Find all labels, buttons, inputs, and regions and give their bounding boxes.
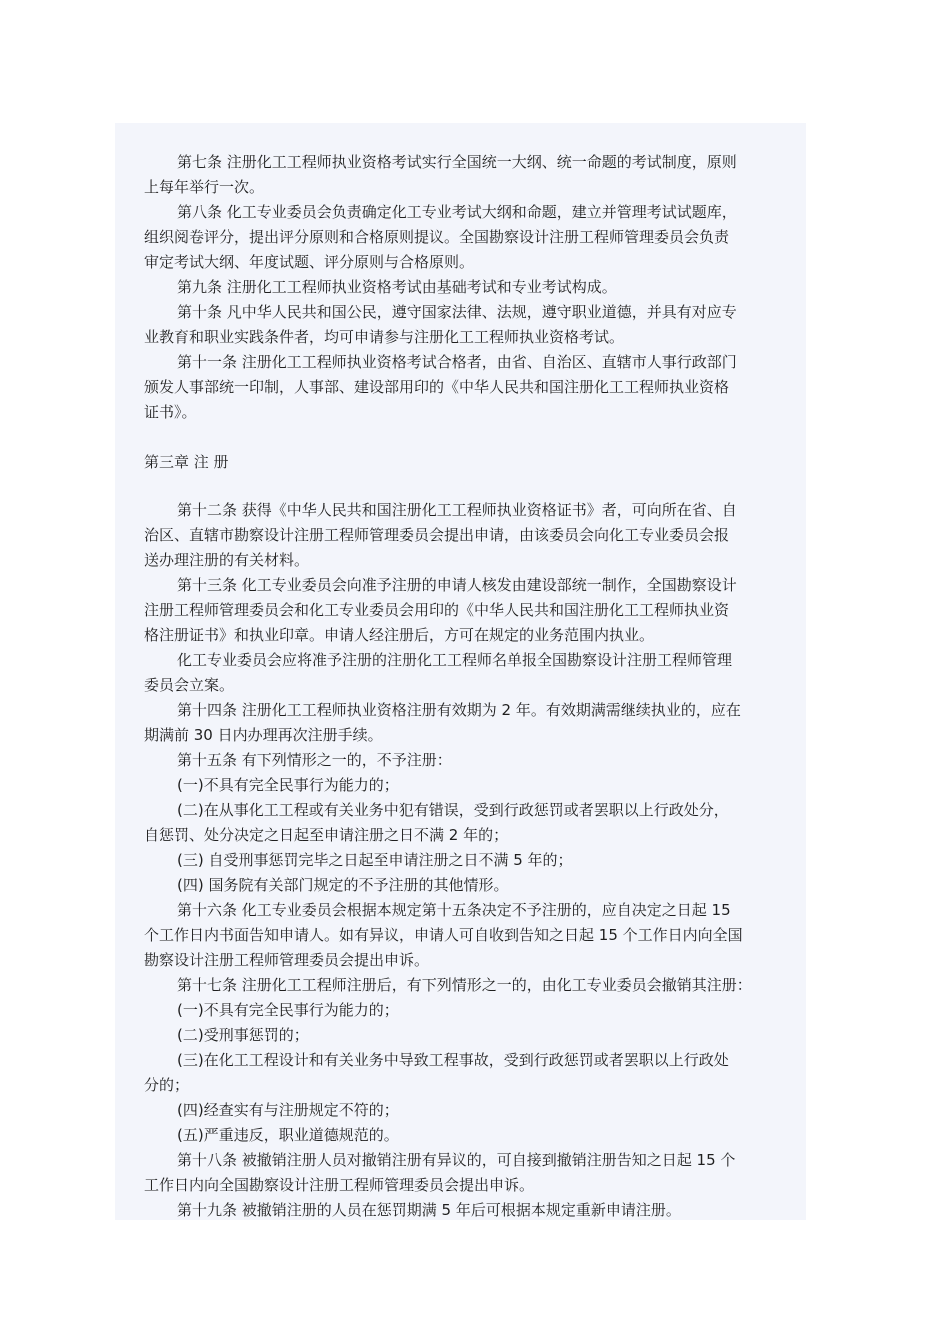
- article-7-line-2: 上每年举行一次。: [144, 178, 265, 196]
- article-17-line-1: 第十七条 注册化工工程师注册后，有下列情形之一的，由化工专业委员会撤销其注册：: [177, 976, 752, 994]
- article-16-line-2: 个工作日内书面告知申请人。如有异议，申请人可自收到告知之日起 15 个工作日内向全国: [144, 926, 743, 944]
- article-12-line-2: 治区、直辖市勘察设计注册工程师管理委员会提出申请，由该委员会向化工专业委员会报: [144, 526, 730, 544]
- article-10-line-2: 业教育和职业实践条件者，均可申请参与注册化工工程师执业资格考试。: [144, 328, 625, 346]
- article-15-item-4: (四) 国务院有关部门规定的不予注册的其他情形。: [177, 876, 509, 894]
- article-15-line-1: 第十五条 有下列情形之一的，不予注册：: [177, 751, 452, 769]
- article-11-line-3: 证书》。: [144, 403, 197, 421]
- article-7-line-1: 第七条 注册化工工程师执业资格考试实行全国统一大纲、统一命题的考试制度，原则: [177, 153, 737, 171]
- article-13-line-3: 格注册证书》和执业印章。申请人经注册后，方可在规定的业务范围内执业。: [144, 626, 655, 644]
- article-13-note-line-2: 委员会立案。: [144, 676, 235, 694]
- article-17-item-3-line-2: 分的；: [144, 1076, 190, 1094]
- article-13-line-2: 注册工程师管理委员会和化工专业委员会用印的《中华人民共和国注册化工工程师执业资: [144, 601, 730, 619]
- article-17-item-3-line-1: (三)在化工工程设计和有关业务中导致工程事故，受到行政惩罚或者罢职以上行政处: [177, 1051, 729, 1069]
- article-17-item-1: (一)不具有完全民事行为能力的；: [177, 1001, 399, 1019]
- article-13-line-1: 第十三条 化工专业委员会向准予注册的申请人核发由建设部统一制作，全国勘察设计: [177, 576, 737, 594]
- article-17-item-4: (四)经查实有与注册规定不符的；: [177, 1101, 399, 1119]
- article-16-line-3: 勘察设计注册工程师管理委员会提出申诉。: [144, 951, 430, 969]
- article-15-item-3: (三) 自受刑事惩罚完毕之日起至申请注册之日不满 5 年的；: [177, 851, 573, 869]
- article-11-line-2: 颁发人事部统一印制，人事部、建设部用印的《中华人民共和国注册化工工程师执业资格: [144, 378, 730, 396]
- article-12-line-3: 送办理注册的有关材料。: [144, 551, 310, 569]
- article-16-line-1: 第十六条 化工专业委员会根据本规定第十五条决定不予注册的，应自决定之日起 15: [177, 901, 731, 919]
- article-10-line-1: 第十条 凡中华人民共和国公民，遵守国家法律、法规，遵守职业道德，并具有对应专: [177, 303, 737, 321]
- article-8-line-1: 第八条 化工专业委员会负责确定化工专业考试大纲和命题，建立并管理考试试题库，: [177, 203, 737, 221]
- article-14-line-2: 期满前 30 日内办理再次注册手续。: [144, 726, 383, 744]
- article-17-item-5: (五)严重违反，职业道德规范的。: [177, 1126, 399, 1144]
- article-13-note-line-1: 化工专业委员会应将准予注册的注册化工工程师名单报全国勘察设计注册工程师管理: [177, 651, 733, 669]
- article-15-item-2-line-1: (二)在从事化工工程或有关业务中犯有错误，受到行政惩罚或者罢职以上行政处分，: [177, 801, 729, 819]
- article-19-line-1: 第十九条 被撤销注册的人员在惩罚期满 5 年后可根据本规定重新申请注册。: [177, 1201, 681, 1219]
- article-18-line-2: 工作日内向全国勘察设计注册工程师管理委员会提出申诉。: [144, 1176, 535, 1194]
- chapter-3-heading: 第三章 注 册: [144, 453, 229, 471]
- article-14-line-1: 第十四条 注册化工工程师执业资格注册有效期为 2 年。有效期满需继续执业的，应在: [177, 701, 741, 719]
- article-15-item-1: (一)不具有完全民事行为能力的；: [177, 776, 399, 794]
- article-8-line-2: 组织阅卷评分，提出评分原则和合格原则提议。全国勘察设计注册工程师管理委员会负责: [144, 228, 730, 246]
- article-12-line-1: 第十二条 获得《中华人民共和国注册化工工程师执业资格证书》者，可向所在省、自: [177, 501, 737, 519]
- article-8-line-3: 审定考试大纲、年度试题、评分原则与合格原则。: [144, 253, 475, 271]
- article-15-item-2-line-2: 自惩罚、处分决定之日起至申请注册之日不满 2 年的；: [144, 826, 509, 844]
- article-18-line-1: 第十八条 被撤销注册人员对撤销注册有异议的，可自接到撤销注册告知之日起 15 个: [177, 1151, 736, 1169]
- article-11-line-1: 第十一条 注册化工工程师执业资格考试合格者，由省、自治区、直辖市人事行政部门: [177, 353, 737, 371]
- article-17-item-2: (二)受刑事惩罚的；: [177, 1026, 309, 1044]
- article-9-line-1: 第九条 注册化工工程师执业资格考试由基础考试和专业考试构成。: [177, 278, 617, 296]
